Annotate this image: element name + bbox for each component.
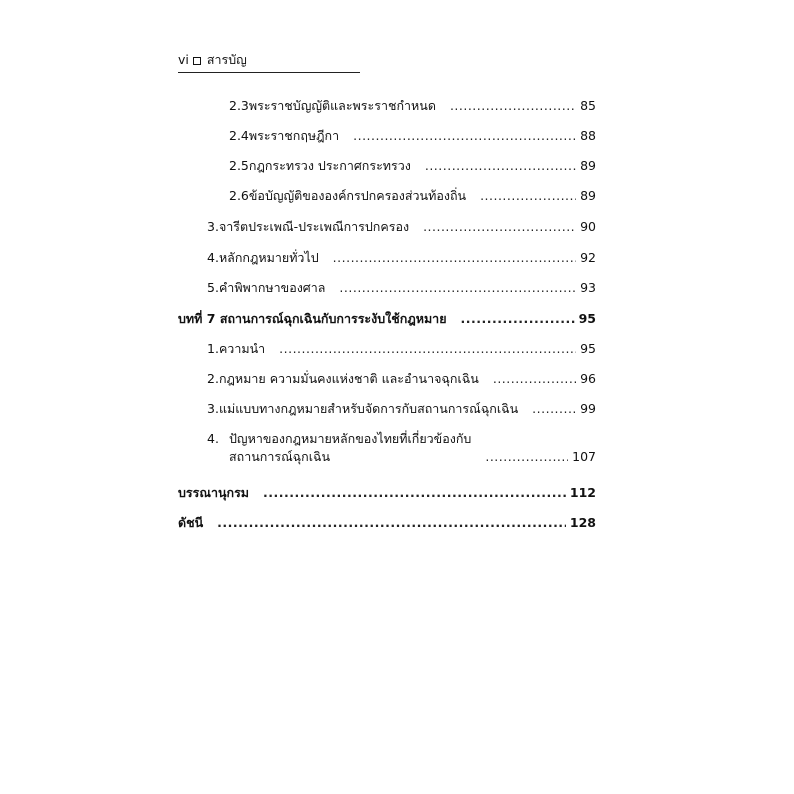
toc-entry-label: หลักกฎหมายทั่วไป xyxy=(218,250,319,265)
dot-leader xyxy=(353,127,576,145)
toc-entry-page: 89 xyxy=(580,158,596,173)
dot-leader xyxy=(217,514,566,532)
toc-entry-label: แม่แบบทางกฎหมายสำหรับจัดการกับสถานการณ์ฉุกเฉิน xyxy=(218,401,519,416)
toc-entry-number: 2. xyxy=(207,371,219,386)
toc-entry-page: 99 xyxy=(580,401,596,416)
toc-entry-number: 5. xyxy=(207,280,219,295)
toc-entry-page: 128 xyxy=(569,515,596,530)
toc-index xyxy=(178,514,596,532)
toc-entry-label: ข้อบัญญัติขององค์กรปกครองส่วนท้องถิ่น xyxy=(248,188,467,203)
toc-entry-number: 2.3 xyxy=(229,98,249,113)
header-page-number: vi xyxy=(178,52,189,67)
toc-bibliography xyxy=(178,484,596,502)
toc-entry-page: 89 xyxy=(580,188,596,203)
toc-entry-line-1 xyxy=(207,430,471,448)
toc-entry-number: 4. xyxy=(207,250,219,265)
square-bullet-icon xyxy=(193,57,201,65)
toc-chapter-7 xyxy=(178,310,596,328)
toc-entry-3 xyxy=(207,218,596,236)
toc-entry-label: บรรณานุกรม xyxy=(178,485,250,500)
toc-entry-label: พระราชกฤษฎีกา xyxy=(248,128,340,143)
toc-entry-7-4 xyxy=(207,430,596,466)
toc-entry-2-6 xyxy=(229,187,596,205)
toc-entry-label: จารีตประเพณี-ประเพณีการปกครอง xyxy=(218,219,410,234)
dot-leader xyxy=(485,448,568,466)
toc-entry-page: 95 xyxy=(578,311,596,326)
toc-entry-number: 4. xyxy=(207,431,219,446)
dot-leader xyxy=(279,340,576,358)
toc-entry-page: 95 xyxy=(580,341,596,356)
toc-entry-page: 112 xyxy=(569,485,596,500)
dot-leader xyxy=(425,157,576,175)
toc-entry-number: 1. xyxy=(207,341,219,356)
dot-leader xyxy=(532,400,576,418)
dot-leader xyxy=(423,218,576,236)
toc-entry-7-2 xyxy=(207,370,596,388)
toc-entry-label-line2: สถานการณ์ฉุกเฉิน xyxy=(229,449,331,464)
toc-entry-number: 2.6 xyxy=(229,188,249,203)
toc-entry-page: 85 xyxy=(580,98,596,113)
toc-entry-label: ดัชนี xyxy=(178,515,204,530)
toc-chapter-label: บทที่ 7 สถานการณ์ฉุกเฉินกับการระงับใช้กฎหมาย xyxy=(178,311,447,326)
toc-entry-page: 92 xyxy=(580,250,596,265)
toc-entry-page: 90 xyxy=(580,219,596,234)
toc-entry-page: 107 xyxy=(572,449,596,464)
dot-leader xyxy=(461,310,575,328)
dot-leader xyxy=(480,187,576,205)
dot-leader xyxy=(450,97,576,115)
toc-entry-2-5 xyxy=(229,157,596,175)
toc-entry-7-3 xyxy=(207,400,596,418)
toc-entry-number: 2.5 xyxy=(229,158,249,173)
running-header xyxy=(178,50,360,73)
toc-entry-page: 88 xyxy=(580,128,596,143)
toc-entry-number: 3. xyxy=(207,219,219,234)
toc-entry-page: 93 xyxy=(580,280,596,295)
dot-leader xyxy=(493,370,576,388)
dot-leader xyxy=(333,249,576,267)
dot-leader xyxy=(263,484,566,502)
toc-entry-label-line1: ปัญหาของกฎหมายหลักของไทยที่เกี่ยวข้องกับ xyxy=(229,431,472,446)
dot-leader xyxy=(339,279,576,297)
toc-entry-page: 96 xyxy=(580,371,596,386)
toc-entry-label: กฎกระทรวง ประกาศกระทรวง xyxy=(248,158,411,173)
toc-entry-2-3 xyxy=(229,97,596,115)
toc-entry-label: คำพิพากษาของศาล xyxy=(218,280,326,295)
toc-entry-5 xyxy=(207,279,596,297)
toc-entry-4 xyxy=(207,249,596,267)
toc-entry-number: 3. xyxy=(207,401,219,416)
toc-entry-number: 2.4 xyxy=(229,128,249,143)
toc-entry-label: ความนำ xyxy=(218,341,266,356)
toc-entry-2-4 xyxy=(229,127,596,145)
header-title: สารบัญ xyxy=(206,52,247,67)
toc-entry-label: พระราชบัญญัติและพระราชกำหนด xyxy=(248,98,436,113)
toc-entry-label: กฎหมาย ความมั่นคงแห่งชาติ และอำนาจฉุกเฉิน xyxy=(218,371,479,386)
toc-entry-multiline xyxy=(207,430,471,466)
toc-entry-7-1 xyxy=(207,340,596,358)
